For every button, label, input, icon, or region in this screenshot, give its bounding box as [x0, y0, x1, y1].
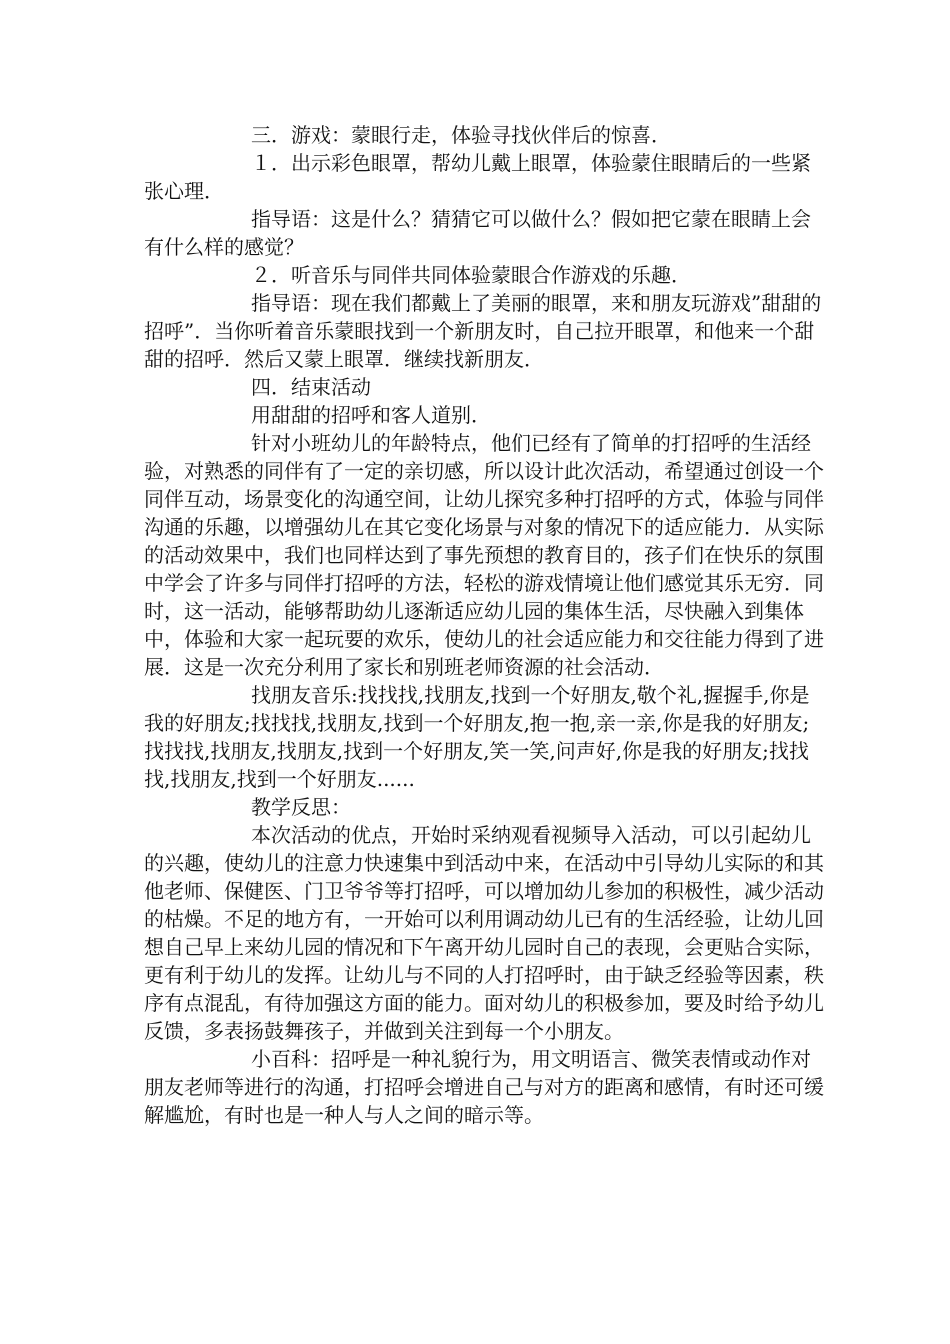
reflection-heading: 教学反思：: [251, 795, 351, 819]
guidance-paragraph-2: 指导语：现在我们都戴上了美丽的眼罩，来和朋友玩游戏”甜甜的招呼”．当你听着音乐蒙眼找到一个新朋友时，自己拉开眼罩，和他来一个甜甜的招呼．然后又蒙上眼罩．继续找新朋友．: [144, 291, 822, 371]
step-1-paragraph: １．出示彩色眼罩，帮幼儿戴上眼罩，体验蒙住眼睛后的一些紧张心理．: [144, 151, 811, 203]
song-lyrics-paragraph: 找朋友音乐:找找找,找朋友,找到一个好朋友,敬个礼,握握手,你是我的好朋友;找找找,找朋友,找到一个好朋友,抱一抱,亲一亲,你是我的好朋友;找找找,找朋友,找朋友,找到一个好朋友,笑一笑,问声好,你是我的好朋友;找找找,找朋友,找到一个好朋友......: [144, 683, 810, 791]
farewell-paragraph: 用甜甜的招呼和客人道别．: [251, 403, 491, 427]
section-heading-end: 四．结束活动: [251, 375, 371, 399]
document-body: [144, 121, 824, 1129]
summary-paragraph: 针对小班幼儿的年龄特点，他们已经有了简单的打招呼的生活经验，对熟悉的同伴有了一定的亲切感，所以设计此次活动，希望通过创设一个同伴互动，场景变化的沟通空间，让幼儿探究多种打招呼的方式，体验与同伴沟通的乐趣，以增强幼儿在其它变化场景与对象的情况下的适应能力．从实际的活动效果中，我们也同样达到了事先预想的教育目的，孩子们在快乐的氛围中学会了许多与同伴打招呼的方法，轻松的游戏情境让他们感觉其乐无穷．同时，这一活动，能够帮助幼儿逐渐适应幼儿园的集体生活，尽快融入到集体中，体验和大家一起玩要的欢乐，使幼儿的社会适应能力和交往能力得到了进展．这是一次充分利用了家长和别班老师资源的社会活动．: [144, 431, 824, 679]
step-2-paragraph: ２．听音乐与同伴共同体验蒙眼合作游戏的乐趣．: [251, 263, 691, 287]
reflection-paragraph: 本次活动的优点，开始时采纳观看视频导入活动，可以引起幼儿的兴趣，使幼儿的注意力快速集中到活动中来，在活动中引导幼儿实际的和其他老师、保健医、门卫爷爷等打招呼，可以增加幼儿参加的积极性，减少活动的枯燥。不足的地方有，一开始可以利用调动幼儿已有的生活经验，让幼儿回想自己早上来幼儿园的情况和下午离开幼儿园时自己的表现，会更贴合实际，更有利于幼儿的发挥。让幼儿与不同的人打招呼时，由于缺乏经验等因素，秩序有点混乱，有待加强这方面的能力。面对幼儿的积极参加，要及时给予幼儿反馈，多表扬鼓舞孩子，并做到关注到每一个小朋友。: [144, 823, 824, 1043]
guidance-paragraph-1: 指导语：这是什么？猜猜它可以做什么？假如把它蒙在眼睛上会有什么样的感觉？: [144, 207, 811, 259]
section-heading-game: 三．游戏：蒙眼行走，体验寻找伙伴后的惊喜．: [251, 123, 671, 147]
encyclopedia-paragraph: 小百科：招呼是一种礼貌行为，用文明语言、微笑表情或动作对朋友老师等进行的沟通，打招呼会增进自己与对方的距离和感情，有时还可缓解尴尬，有时也是一种人与人之间的暗示等。: [144, 1047, 824, 1127]
